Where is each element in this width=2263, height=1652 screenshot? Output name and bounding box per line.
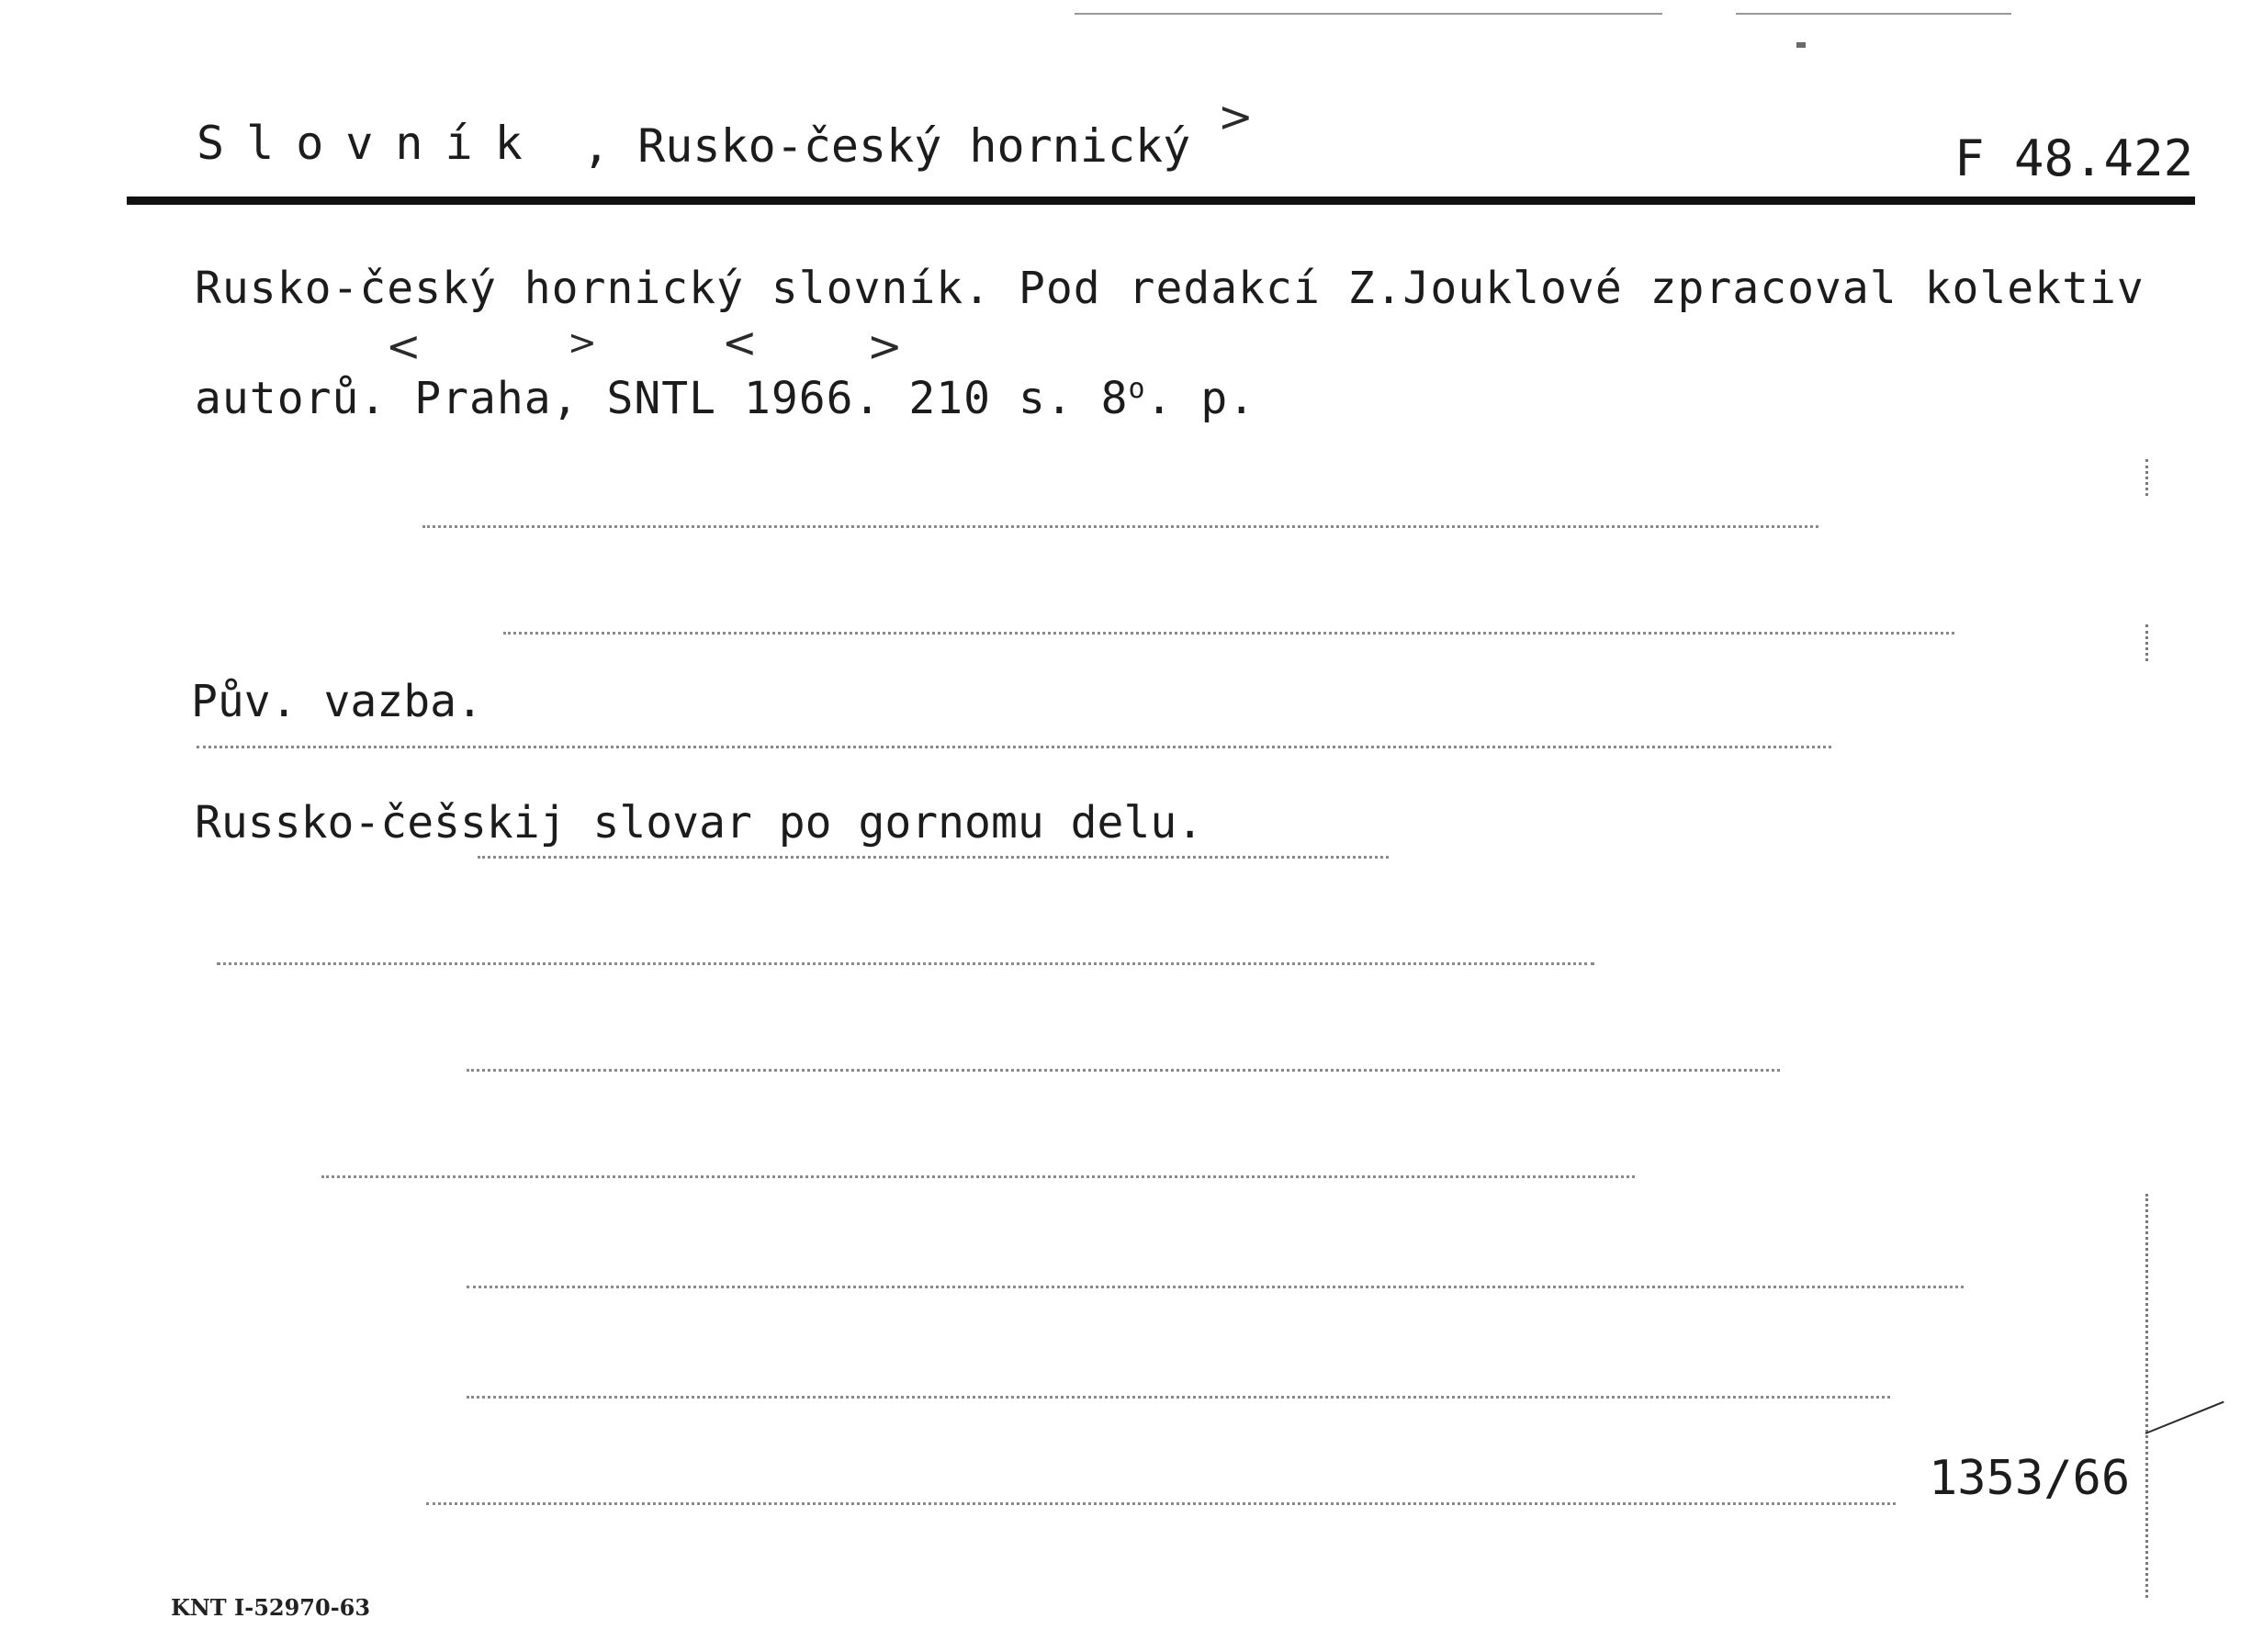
format-superscript: o xyxy=(1128,373,1146,405)
paper-speck xyxy=(1796,42,1806,48)
paper-speck xyxy=(1736,13,2011,15)
ruled-line xyxy=(217,962,1594,965)
edge-perforation xyxy=(2145,624,2148,661)
paper-speck xyxy=(2145,1401,2224,1434)
heading-caret-mark: > xyxy=(1218,92,1254,141)
ruled-line xyxy=(467,1286,1964,1288)
ruled-line xyxy=(467,1069,1780,1072)
original-title: Russko-češskij slovar po gornomu delu. xyxy=(195,797,1204,848)
ruled-line xyxy=(426,1502,1896,1505)
ruled-line xyxy=(503,632,1954,635)
edge-perforation xyxy=(2145,459,2148,496)
paper-speck xyxy=(1075,13,1662,15)
entry-line-2-main: autorů. Praha, SNTL 1966. 210 s. 8 xyxy=(195,373,1129,424)
entry-line-2 xyxy=(195,373,1256,424)
ruled-line xyxy=(422,525,1818,528)
footer-code: KNT I-52970-63 xyxy=(171,1594,371,1621)
entry-line-1: Rusko-český hornický slovník. Pod redakcí Z.Jouklové zpracoval kolektiv xyxy=(195,263,2145,314)
open-angle-mark-1: < xyxy=(386,321,422,371)
close-angle-mark-2: > xyxy=(867,321,903,371)
heading-rule xyxy=(127,197,2195,205)
heading-subtitle: , Rusko-český hornický xyxy=(582,119,1191,173)
ruled-line xyxy=(197,746,1831,748)
open-angle-mark-2: < xyxy=(722,318,758,367)
edge-perforation xyxy=(2145,1194,2148,1598)
close-angle-mark-1: > xyxy=(568,322,597,363)
ruled-line xyxy=(321,1175,1635,1178)
binding-note: Pův. vazba. xyxy=(191,676,483,727)
accession-number: 1353/66 xyxy=(1929,1451,2131,1506)
shelfmark: F 48.422 xyxy=(1954,129,2194,187)
entry-line-2-tail: . p. xyxy=(1145,373,1256,424)
ruled-line xyxy=(467,1396,1890,1399)
ruled-line xyxy=(478,856,1389,859)
heading-word: Slovník xyxy=(197,117,545,170)
